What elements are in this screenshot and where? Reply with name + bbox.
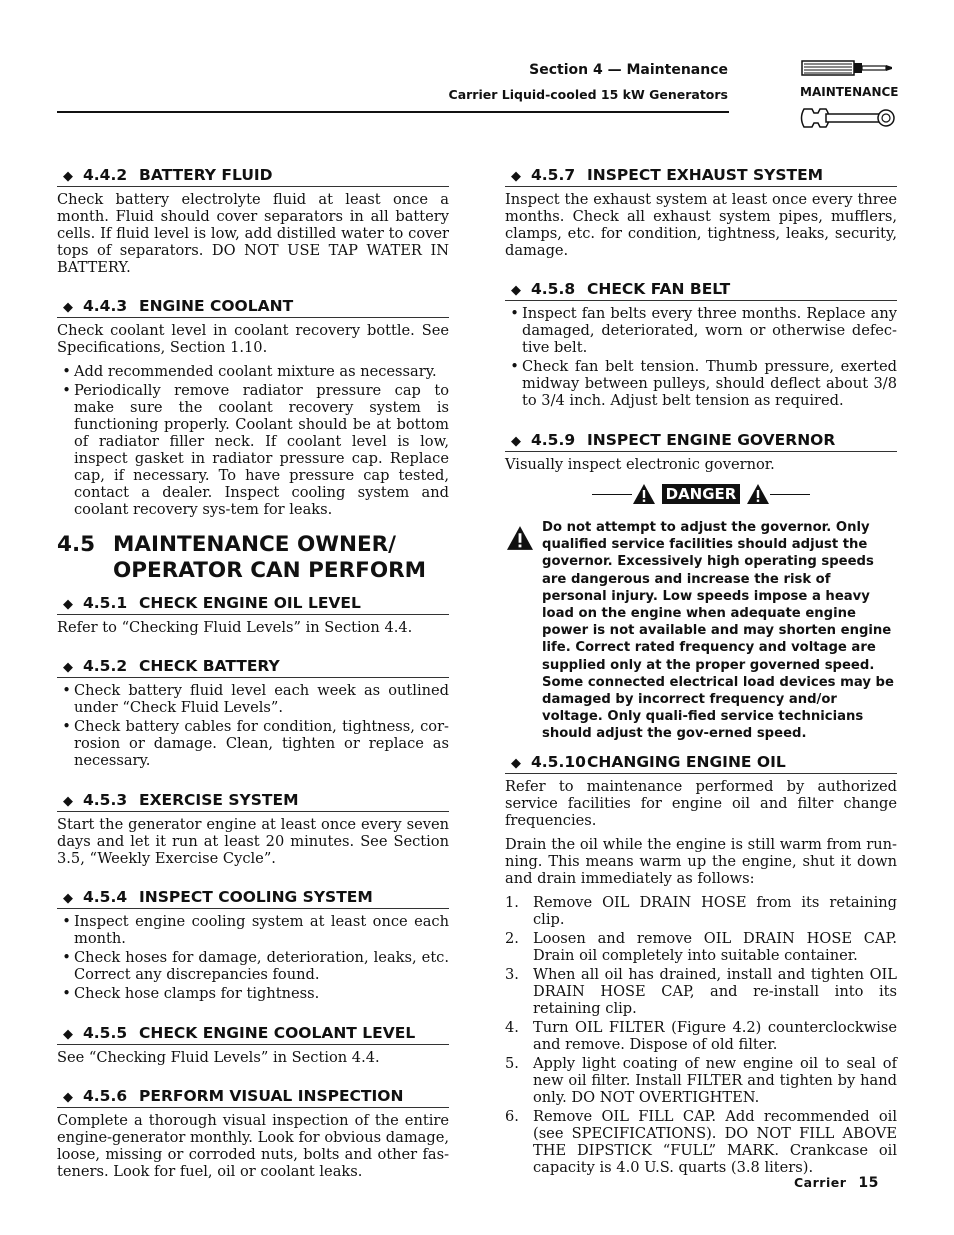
heading-4-5-8: ◆ 4.5.8 CHECK FAN BELT [505,280,897,301]
list-item: • Inspect fan belts every three months. Replace any damaged, deteriorated, worn or otherwise defec-tive belt. [505,305,897,356]
danger-notice [505,519,897,753]
paragraph: Visually inspect electronic governor. [505,456,775,473]
bullet-list [57,682,449,769]
heading-4-5-4: ◆ 4.5.4 INSPECT COOLING SYSTEM [57,888,449,909]
paragraph: Drain the oil while the engine is still warm from run-ning. This means warm up the engine, shut it down and drain immediately as follows: [505,835,897,887]
danger-banner [505,481,897,507]
numbered-list [505,894,897,1176]
heading-4-5-10: ◆ 4.5.10CHANGING ENGINE OIL [505,753,897,774]
list-item: • Check hose clamps for tightness. [57,985,449,1002]
footer-brand: Carrier [794,1175,847,1190]
list-item: • Check battery cables for condition, tightness, cor-rosion or damage. Clean, tighten or replace as necessary. [57,718,449,769]
list-item: 4. Turn OIL FILTER (Figure 4.2) counterclockwise and remove. Dispose of old filter. [505,1018,897,1053]
list-item: 2. Loosen and remove OIL DRAIN HOSE CAP. Drain oil completely into suitable container. [505,929,897,964]
diamond-icon: ◆ [511,169,521,184]
list-item: • Check fan belt tension. Thumb pressure, exerted midway between pulleys, should deflect about 3/8 to 3/4 inch. Adjust belt tension as required. [505,358,897,409]
list-item: 1. Remove OIL DRAIN HOSE from its retaining clip. [505,893,897,928]
diamond-icon: ◆ [63,1027,73,1042]
heading-4-5-1: ◆ 4.5.1 CHECK ENGINE OIL LEVEL [57,594,449,615]
list-item: • Check battery fluid level each week as outlined under “Check Fluid Levels”. [57,682,449,716]
paragraph: See “Checking Fluid Levels” in Section 4.4. [57,1049,380,1066]
bullet-list [57,363,449,518]
paragraph: Refer to maintenance performed by authorized service facilities for engine oil and filter change frequencies. [505,777,897,829]
diamond-icon: ◆ [63,1090,73,1105]
heading-4-5-2: ◆ 4.5.2 CHECK BATTERY [57,657,449,678]
header-section-title: Section 4 — Maintenance [529,62,728,78]
header-rule [57,111,729,113]
diamond-icon: ◆ [63,891,73,906]
paragraph: Start the generator engine at least once every seven days and let it run at least 20 minutes. See Section 3.5, “Weekly Exercise Cycle”. [57,816,449,867]
heading-4-5: 4.5 MAINTENANCE OWNER/ OPERATOR CAN PERFORM [57,532,427,583]
list-item: 3. When all oil has drained, install and tighten OIL DRAIN HOSE CAP, and re-install into its retaining clip. [505,965,897,1017]
paragraph: Check coolant level in coolant recovery bottle. See Specifications, Section 1.10. [57,322,449,356]
list-item: • Check hoses for damage, deterioration, leaks, etc. Correct any discrepancies found. [57,949,449,983]
heading-4-4-2: ◆ 4.4.2 BATTERY FLUID [57,166,449,187]
diamond-icon: ◆ [63,660,73,675]
diamond-icon: ◆ [511,434,521,449]
warning-icon [746,483,770,505]
bullet-list [505,305,897,409]
wrench-icon [800,104,896,132]
diamond-icon: ◆ [63,597,73,612]
diamond-icon: ◆ [63,169,73,184]
bullet-list [57,913,449,1002]
list-item: 5. Apply light coating of new engine oil to seal of new oil filter. Install FILTER and tighten by hand only. DO NOT OVERTIGHTEN. [505,1054,897,1106]
paragraph: Check battery electrolyte fluid at least once a month. Fluid should cover separators in all battery cells. If fluid level is low, add distilled water to cover tops of separators. DO NOT USE TAP WATER IN BATTERY. [57,191,449,276]
diamond-icon: ◆ [63,300,73,315]
paragraph: Complete a thorough visual inspection of the entire engine-generator monthly. Look for obvious damage, loose, missing or corroded nuts, bolts and other fas-teners. Look for fuel, oil or coolant leaks. [57,1112,449,1180]
danger-label: DANGER [662,484,741,504]
header-subtitle: Carrier Liquid-cooled 15 kW Generators [448,87,728,102]
heading-4-4-3: ◆ 4.4.3 ENGINE COOLANT [57,297,449,318]
heading-4-5-7: ◆ 4.5.7 INSPECT EXHAUST SYSTEM [505,166,897,187]
heading-4-5-6: ◆ 4.5.6 PERFORM VISUAL INSPECTION [57,1087,449,1108]
list-item: 6. Remove OIL FILL CAP. Add recommended oil (see SPECIFICATIONS). DO NOT FILL ABOVE THE DIPSTICK “FULL” MARK. Crankcase oil capacity is 4.0 U.S. quarts (3.8 liters). [505,1107,897,1176]
list-item: • Periodically remove radiator pressure cap to make sure the coolant recovery system is functioning properly. Coolant should be at bottom of radiator filler neck. If coolant level is low, inspect gasket in radiator pressure cap. Replace cap, if necessary. To have pressure cap tested, contact a dealer. Inspect cooling system and coolant recovery sys-tem for leaks. [57,382,449,518]
left-column [57,166,449,1187]
paragraph: Refer to “Checking Fluid Levels” in Section 4.4. [57,619,413,636]
warning-icon [505,525,535,551]
page-footer [794,1175,879,1191]
diamond-icon: ◆ [63,794,73,809]
list-item: • Inspect engine cooling system at least once each month. [57,913,449,947]
warning-icon [632,483,656,505]
heading-4-5-5: ◆ 4.5.5 CHECK ENGINE COOLANT LEVEL [57,1024,449,1045]
diamond-icon: ◆ [511,755,521,771]
logo-label: MAINTENANCE [800,85,899,99]
heading-4-5-3: ◆ 4.5.3 EXERCISE SYSTEM [57,791,449,812]
danger-text: Do not attempt to adjust the governor. Only qualified service facilities should adjust the governor. Excessively high operating speeds are dangerous and increase the risk of personal injury. Low speeds impose a heavy load on the engine when adequate engine power is not available and may shorten engine life. Correct rated frequency and voltage are supplied only at the proper governed speed. Some connected electrical load devices may be damaged by incorrect frequency and/or voltage. Only quali-fied service technicians should adjust the gov-erned speed. [542,520,894,742]
maintenance-logo [800,58,899,132]
list-item: • Add recommended coolant mixture as necessary. [57,363,449,380]
heading-4-5-9: ◆ 4.5.9 INSPECT ENGINE GOVERNOR [505,431,897,452]
page-number: 15 [858,1175,879,1191]
paragraph: Inspect the exhaust system at least once every three months. Check all exhaust system pipes, mufflers, clamps, etc. for condition, tightness, leaks, security, damage. [505,191,897,259]
right-column [505,166,897,1178]
diamond-icon: ◆ [511,283,521,298]
screwdriver-icon [800,58,896,80]
